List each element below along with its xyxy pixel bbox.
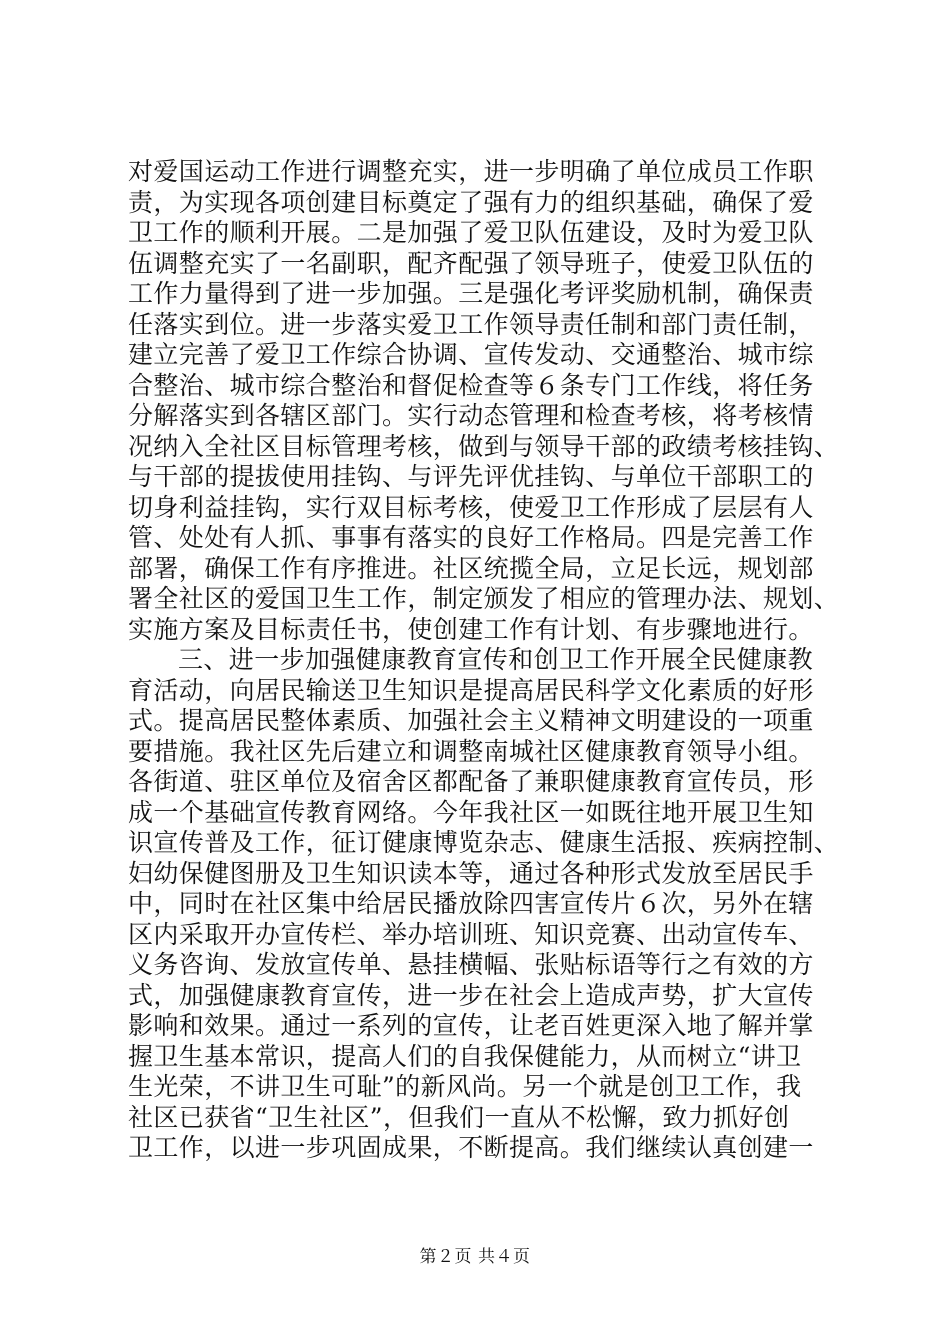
body-text xyxy=(128,157,840,1164)
text-line: 署全社区的爱国卫生工作，制定颁发了相应的管理办法、规划、 xyxy=(128,584,840,613)
text-line: 式。提高居民整体素质、加强社会主义精神文明建设的一项重 xyxy=(128,706,814,735)
text-line: 社区已获省“卫生社区”，但我们一直从不松懈，致力抓好创 xyxy=(128,1102,790,1132)
paragraph-heading-line: 三、进一步加强健康教育宣传和创卫工作开展全民健康教 xyxy=(178,645,814,674)
text-line: 式，加强健康教育宣传，进一步在社会上造成声势，扩大宣传 xyxy=(128,980,814,1010)
text-line: 成一个基础宣传教育网络。今年我社区一如既往地开展卫生知 xyxy=(128,797,814,827)
text-line: 握卫生基本常识，提高人们的自我保健能力，从而树立“讲卫 xyxy=(128,1041,802,1071)
text-line: 识宣传普及工作，征订健康博览杂志、健康生活报、疾病控制、 xyxy=(128,828,840,857)
text-line: 中，同时在社区集中给居民播放除四害宣传片６次，另外在辖 xyxy=(128,889,814,918)
text-line: 义务咨询、发放宣传单、悬挂横幅、张贴标语等行之有效的方 xyxy=(128,950,814,979)
text-line: 实施方案及目标责任书，使创建工作有计划、有步骤地进行。 xyxy=(128,614,814,644)
text-line: 卫工作，以进一步巩固成果，不断提高。我们继续认真创建一 xyxy=(128,1133,814,1162)
text-line: 影响和效果。通过一系列的宣传，让老百姓更深入地了解并掌 xyxy=(128,1011,814,1040)
text-line: 各街道、驻区单位及宿舍区都配备了兼职健康教育宣传员，形 xyxy=(128,767,814,796)
text-line: 与干部的提拔使用挂钩、与评先评优挂钩、与单位干部职工的 xyxy=(128,462,814,491)
text-line: 况纳入全社区目标管理考核，做到与领导干部的政绩考核挂钩、 xyxy=(128,431,840,461)
text-line: 切身利益挂钩，实行双目标考核，使爱卫工作形成了层层有人 xyxy=(128,492,814,522)
text-line: 区内采取开办宣传栏、举办培训班、知识竞赛、出动宣传车、 xyxy=(128,919,814,949)
text-line: 育活动，向居民输送卫生知识是提高居民科学文化素质的好形 xyxy=(128,675,814,705)
text-line: 分解落实到各辖区部门。实行动态管理和检查考核，将考核情 xyxy=(128,401,814,430)
text-line: 任落实到位。进一步落实爱卫工作领导责任制和部门责任制， xyxy=(128,309,814,339)
text-line: 生光荣，不讲卫生可耻”的新风尚。另一个就是创卫工作，我 xyxy=(128,1072,802,1101)
text-line: 部署，确保工作有序推进。社区统揽全局，立足长远，规划部 xyxy=(128,553,814,583)
text-line: 对爱国运动工作进行调整充实，进一步明确了单位成员工作职 xyxy=(128,157,814,186)
text-line: 合整治、城市综合整治和督促检查等６条专门工作线，将任务 xyxy=(128,370,814,400)
text-line: 伍调整充实了一名副职，配齐配强了领导班子，使爱卫队伍的 xyxy=(128,248,814,278)
text-line: 建立完善了爱卫工作综合协调、宣传发动、交通整治、城市综 xyxy=(128,340,814,369)
text-line: 管、处处有人抓、事事有落实的良好工作格局。四是完善工作 xyxy=(128,523,814,552)
page-number-footer: 第２页 共４页 xyxy=(419,1247,531,1267)
text-line: 要措施。我社区先后建立和调整南城社区健康教育领导小组。 xyxy=(128,736,814,766)
text-line: 责，为实现各项创建目标奠定了强有力的组织基础，确保了爱 xyxy=(128,187,814,217)
text-line: 卫工作的顺利开展。二是加强了爱卫队伍建设，及时为爱卫队 xyxy=(128,218,814,247)
text-line: 妇幼保健图册及卫生知识读本等，通过各种形式发放至居民手 xyxy=(128,858,814,888)
text-line: 工作力量得到了进一步加强。三是强化考评奖励机制，确保责 xyxy=(128,279,814,308)
